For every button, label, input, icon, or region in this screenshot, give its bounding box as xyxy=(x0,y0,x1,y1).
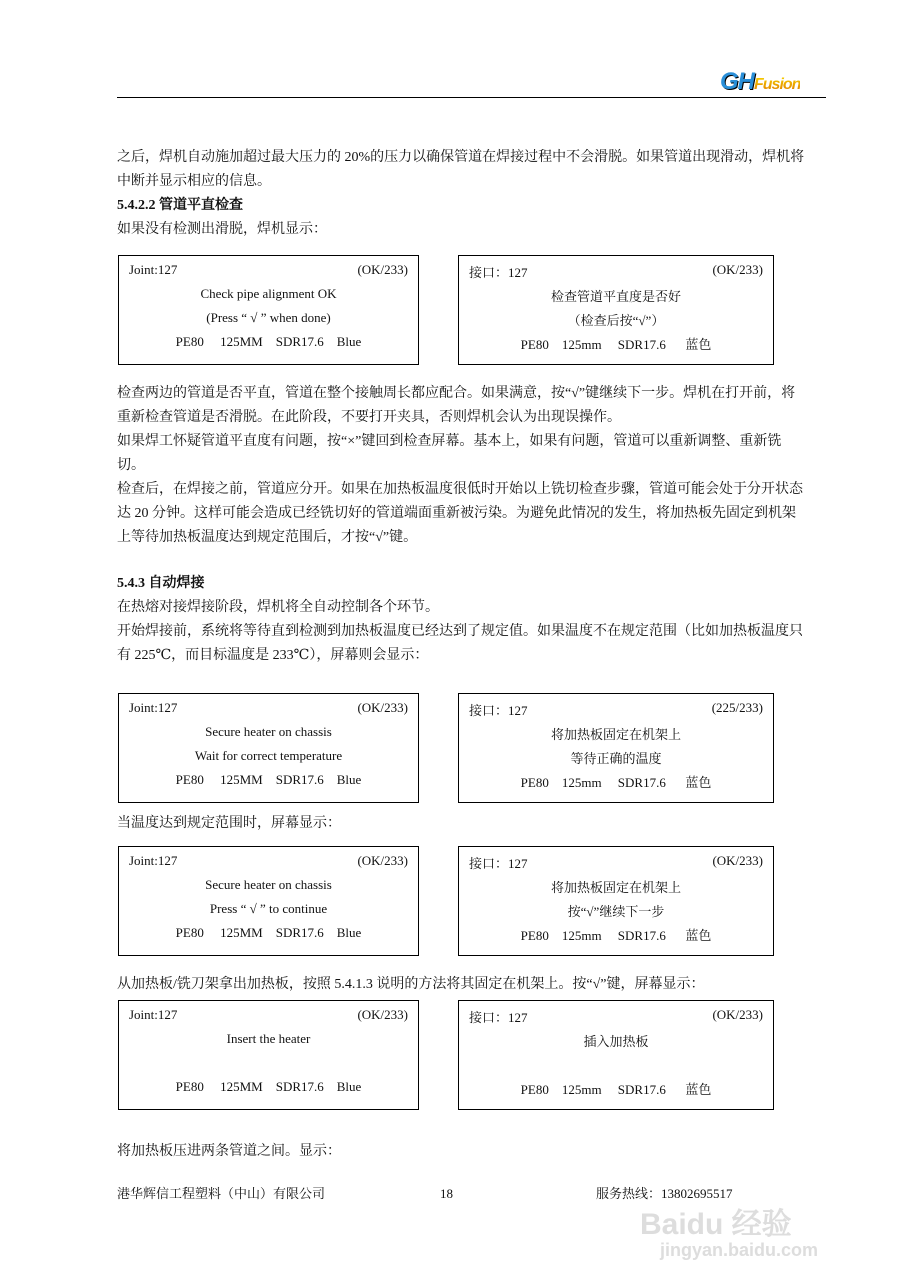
paragraph: 将加热板压进两条管道之间。显示： xyxy=(117,1144,341,1159)
paragraph: 如果焊工怀疑管道平直度有问题，按“×”键回到检查屏幕。基本上，如果有问题，管道可以重新调整、重新铣切。 xyxy=(117,434,782,473)
status-value: (OK/233) xyxy=(712,1007,763,1022)
company-logo: GHFusion xyxy=(720,68,801,95)
joint-label: 接口：127 xyxy=(469,1010,528,1025)
welder-screen-en xyxy=(118,1000,419,1110)
paragraph: 从加热板/铣刀架拿出加热板，按照 5.4.1.3 说明的方法将其固定在机架上。按“√”键，屏幕显示： xyxy=(117,977,705,992)
screen-line-2: 按“√”继续下一步 xyxy=(567,904,665,919)
welder-screen-en xyxy=(118,693,419,803)
joint-label: Joint:127 xyxy=(129,262,178,277)
pipe-spec: PE80 125MM SDR17.6 Blue xyxy=(175,772,362,787)
joint-label: 接口：127 xyxy=(469,265,528,280)
status-value: (OK/233) xyxy=(712,262,763,277)
footer-company: 港华辉信工程塑料（中山）有限公司 xyxy=(117,1186,326,1201)
paragraph: 在热熔对接焊接阶段，焊机将全自动控制各个环节。 xyxy=(117,600,439,615)
paragraph: 之后，焊机自动施加超过最大压力的 20%的压力以确保管道在焊接过程中不会滑脱。如果管道出现滑动，焊机将中断并显示相应的信息。 xyxy=(117,150,805,189)
status-value: (225/233) xyxy=(711,700,763,715)
screen-line-2: Press “ √ ” to continue xyxy=(209,901,328,916)
paragraph: 检查后，在焊接之前，管道应分开。如果在加热板温度很低时开始以上铣切检查步骤，管道可能会处于分开状态达 20 分钟。这样可能会造成已经铣切好的管道端面重新被污染。为避免此情况的发生，将加热板先固定到机架上等待加热板温度达到规定范围后，才按“√”键。 xyxy=(117,482,803,545)
pipe-spec: PE80 125MM SDR17.6 Blue xyxy=(175,925,362,940)
screen-line-2: Wait for correct temperature xyxy=(194,748,343,763)
welder-screen-zh xyxy=(458,693,774,803)
page-number: 18 xyxy=(440,1186,453,1201)
pipe-spec: PE80 125mm SDR17.6 蓝色 xyxy=(520,337,712,352)
pipe-spec: PE80 125MM SDR17.6 Blue xyxy=(175,1079,362,1094)
status-value: (OK/233) xyxy=(357,262,408,277)
footer-hotline: 服务热线：13802695517 xyxy=(596,1186,733,1201)
paragraph: 当温度达到规定范围时，屏幕显示： xyxy=(117,816,341,831)
paragraph: 如果没有检测出滑脱，焊机显示： xyxy=(117,222,327,237)
screen-line-2: (Press “ √ ” when done) xyxy=(206,310,331,325)
screen-line-1: 将加热板固定在机架上 xyxy=(550,727,681,742)
paragraph: 检查两边的管道是否平直，管道在整个接触周长都应配合。如果满意，按“√”键继续下一步。焊机在打开前，将重新检查管道是否滑脱。在此阶段，不要打开夹具，否则焊机会认为出现误操作。 xyxy=(117,386,796,425)
screen-line-1: 将加热板固定在机架上 xyxy=(550,880,681,895)
pipe-spec: PE80 125mm SDR17.6 蓝色 xyxy=(520,775,712,790)
welder-screen-en xyxy=(118,255,419,365)
joint-label: 接口：127 xyxy=(469,856,528,871)
screen-line-1: Secure heater on chassis xyxy=(205,724,332,739)
section-heading: 5.4.3 自动焊接 xyxy=(117,576,205,591)
screen-line-2: （检查后按“√”） xyxy=(567,313,665,328)
section-heading: 5.4.2.2 管道平直检查 xyxy=(117,198,243,213)
joint-label: 接口：127 xyxy=(469,703,528,718)
joint-label: Joint:127 xyxy=(129,1007,178,1022)
pipe-spec: PE80 125MM SDR17.6 Blue xyxy=(175,334,362,349)
screen-line-1: 检查管道平直度是否好 xyxy=(550,289,681,304)
joint-label: Joint:127 xyxy=(129,700,178,715)
screen-line-1: Secure heater on chassis xyxy=(205,877,332,892)
welder-screen-zh xyxy=(458,255,774,365)
status-value: (OK/233) xyxy=(357,1007,408,1022)
welder-screen-zh xyxy=(458,846,774,956)
baidu-watermark: Baidu 经验 jingyan.baidu.com xyxy=(640,1208,819,1260)
status-value: (OK/233) xyxy=(712,853,763,868)
pipe-spec: PE80 125mm SDR17.6 蓝色 xyxy=(520,928,712,943)
status-value: (OK/233) xyxy=(357,853,408,868)
screen-line-1: Check pipe alignment OK xyxy=(200,286,337,301)
status-value: (OK/233) xyxy=(357,700,408,715)
screen-line-2: 等待正确的温度 xyxy=(570,751,662,766)
paragraph: 开始焊接前，系统将等待直到检测到加热板温度已经达到了规定值。如果温度不在规定范围（比如加热板温度只有 225℃，而目标温度是 233℃），屏幕则会显示： xyxy=(117,624,803,663)
welder-screen-zh xyxy=(458,1000,774,1110)
joint-label: Joint:127 xyxy=(129,853,178,868)
screen-line-1: Insert the heater xyxy=(226,1031,311,1046)
pipe-spec: PE80 125mm SDR17.6 蓝色 xyxy=(520,1082,712,1097)
welder-screen-en xyxy=(118,846,419,956)
header-rule xyxy=(117,97,826,98)
screen-line-1: 插入加热板 xyxy=(583,1034,649,1049)
